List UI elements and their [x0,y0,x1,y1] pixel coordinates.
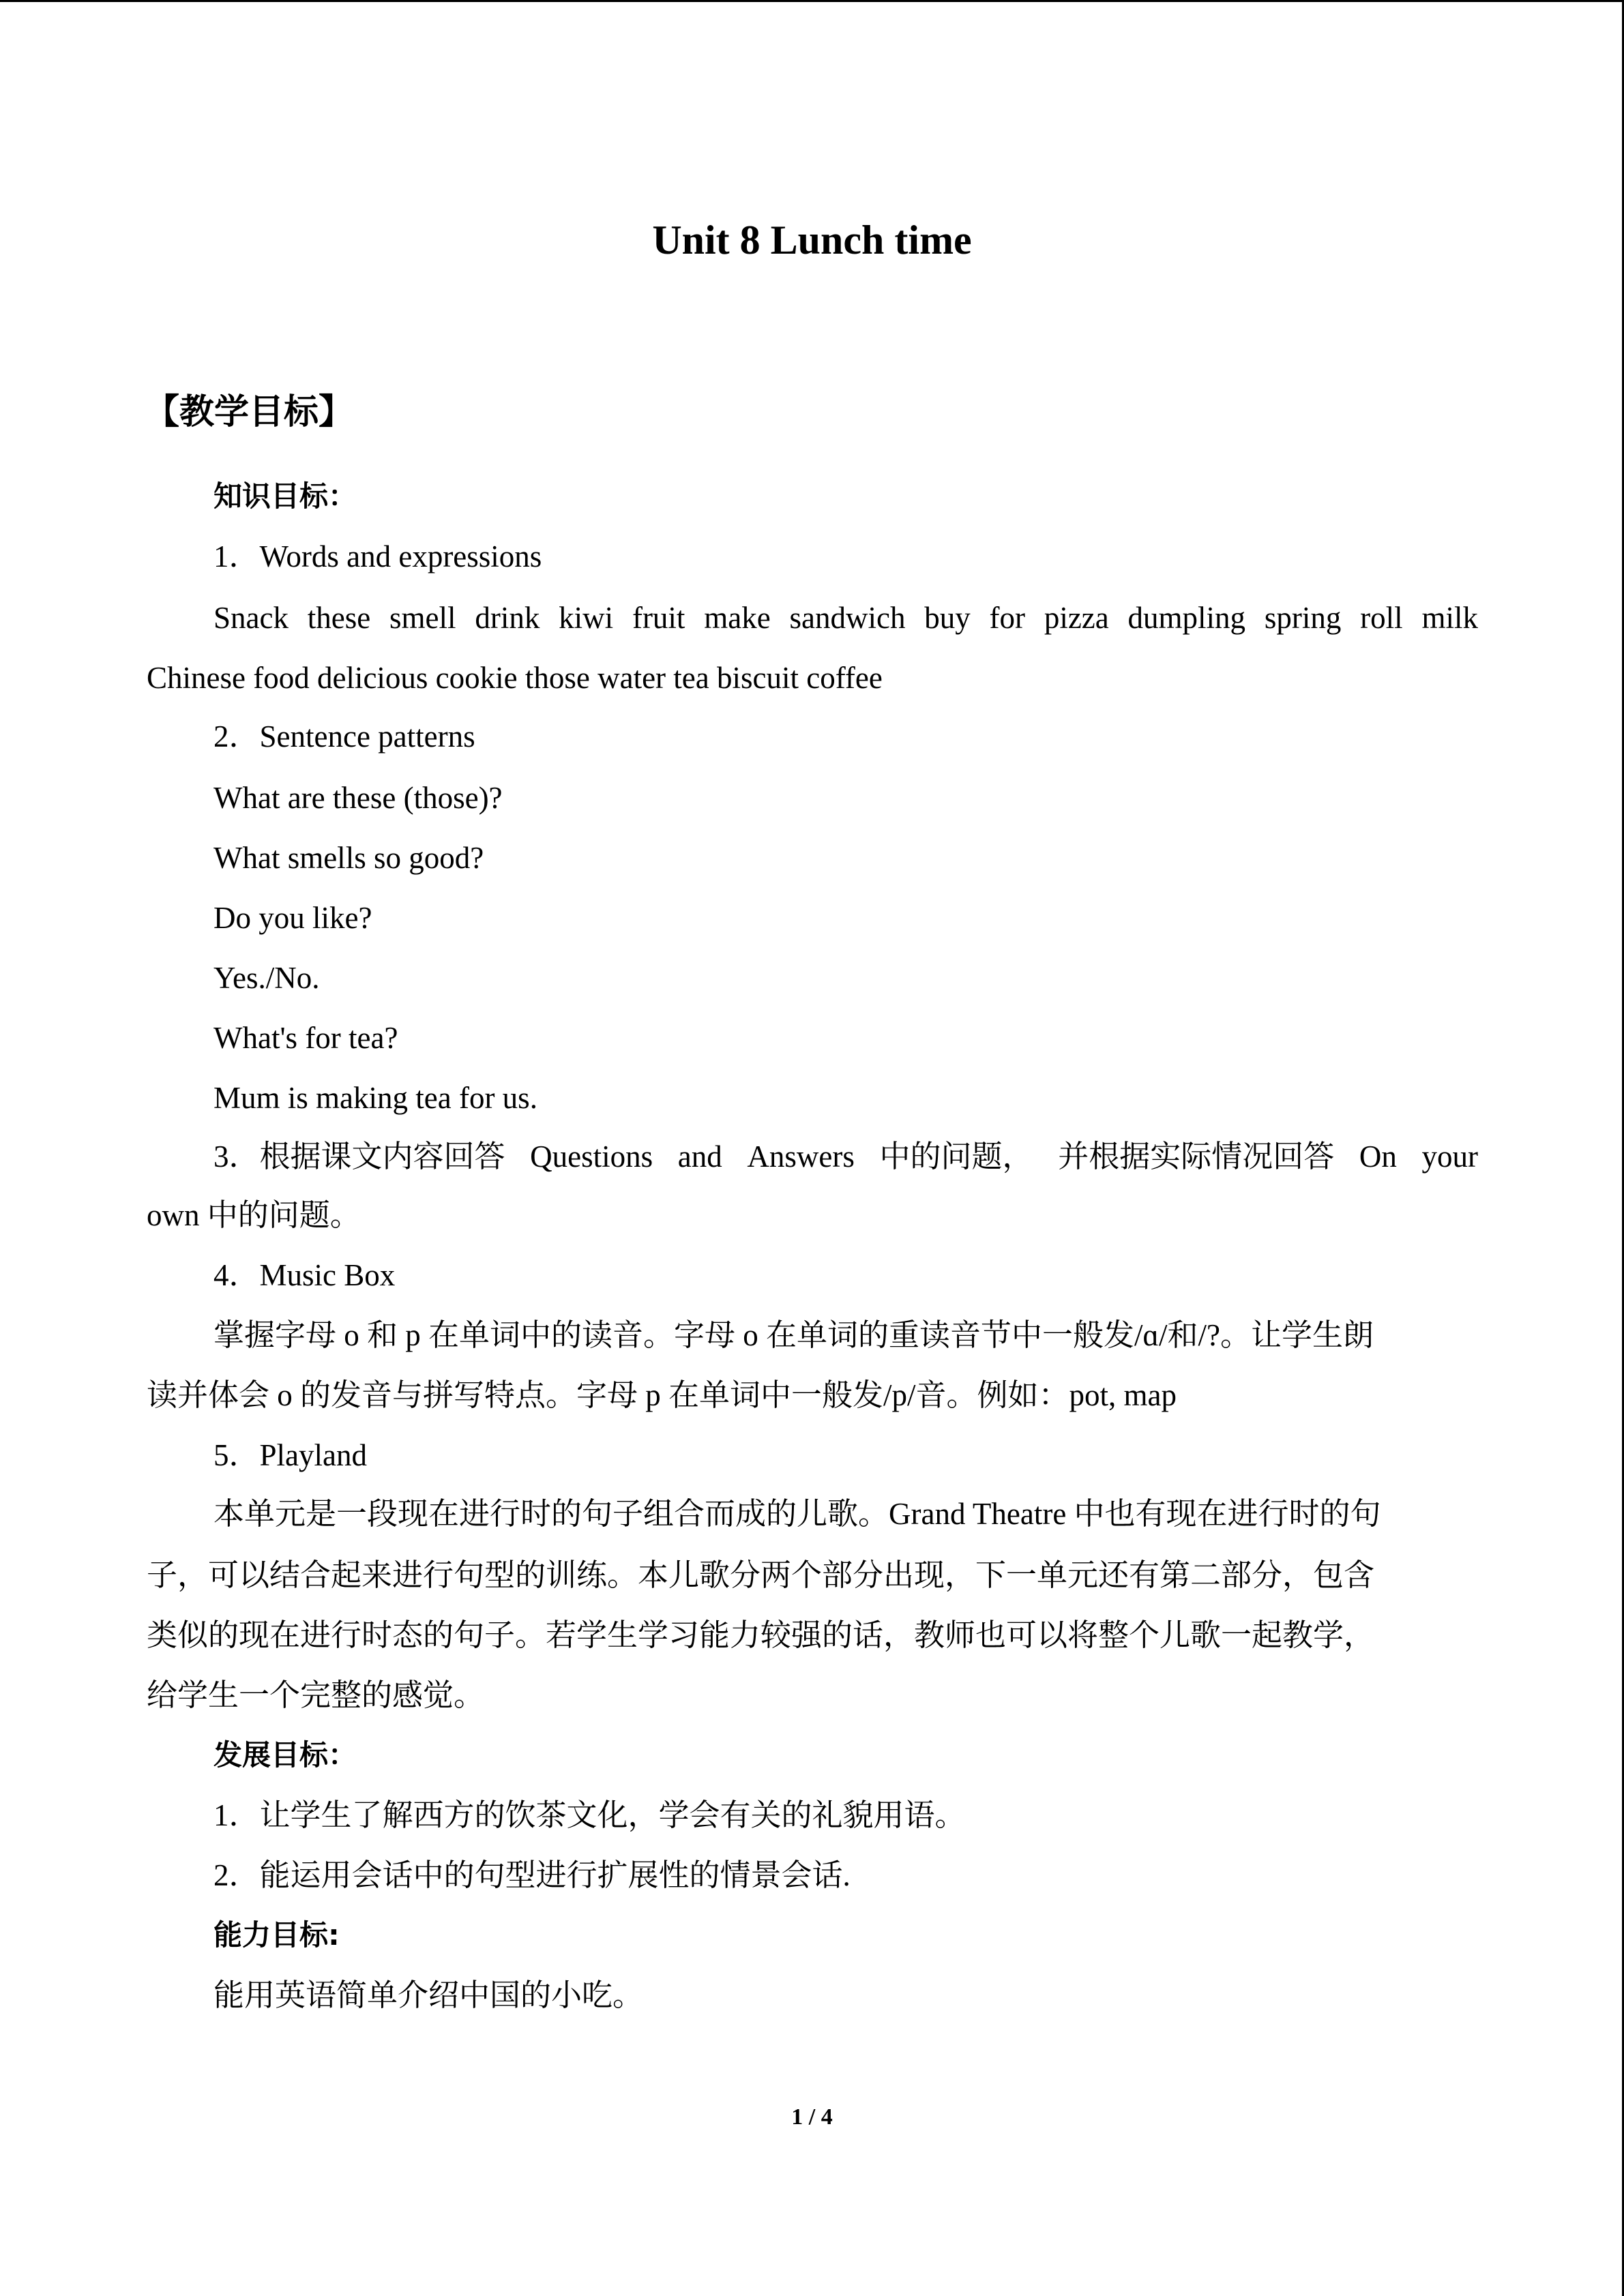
item3-text: your [1421,1139,1478,1174]
item4-heading: 4．Music Box [213,1258,396,1292]
item3-text: 并根据实际情况回答 [1058,1139,1335,1174]
word: sandwich [789,601,906,635]
sentence-pattern: What smells so good? [213,841,484,875]
word: kiwi [559,601,614,635]
word: for [989,601,1026,635]
item5-line-3: 类似的现在进行时态的句子。若学生学习能力较强的话，教师也可以将整个儿歌一起教学， [147,1618,1375,1652]
section-heading-teaching-goals: 【教学目标】 [145,392,354,432]
item5-line-1: 本单元是一段现在进行时的句子组合而成的儿歌。Grand Theatre 中也有现在进行时的句 [213,1497,1381,1531]
sentence-pattern: What's for tea? [213,1021,398,1055]
word: roll [1360,601,1403,635]
word: dumpling [1127,601,1246,635]
knowledge-goals-label: 知识目标： [213,479,357,513]
sentence-pattern: Mum is making tea for us. [213,1081,537,1115]
item3-line-1 [213,1136,1478,1177]
word: drink [475,601,540,635]
ability-goals-label: 能力目标: [213,1918,340,1952]
item5-line-4: 给学生一个完整的感觉。 [147,1678,485,1712]
sentence-pattern: Do you like? [213,901,372,935]
page-number: 1 / 4 [791,2104,833,2130]
development-item: 1．让学生了解西方的饮茶文化，学会有关的礼貌用语。 [213,1798,966,1832]
development-goals-label: 发展目标： [213,1738,357,1772]
word: fruit [632,601,685,635]
item3-line-2: own 中的问题。 [147,1198,361,1232]
item3-text: 中的问题， [879,1139,1033,1174]
word: Snack [213,601,289,635]
item3-text: Answers [747,1139,855,1174]
word: smell [389,601,456,635]
item2-heading: 2．Sentence patterns [213,719,475,754]
word: spring [1264,601,1342,635]
sentence-pattern: Yes./No. [213,961,320,995]
page-border-top [0,0,1624,2]
word: pizza [1044,601,1109,635]
document-title: Unit 8 Lunch time [652,218,972,263]
item4-line-2: 读并体会 o 的发音与拼写特点。字母 p 在单词中一般发/p/音。例如：pot, map [147,1378,1177,1412]
word: these [307,601,371,635]
item5-line-2: 子，可以结合起来进行句型的训练。本儿歌分两个部分出现，下一单元还有第二部分，包含 [147,1558,1375,1592]
word: milk [1421,601,1478,635]
item3-text: 3．根据课文内容回答 [213,1139,505,1174]
ability-text: 能用英语简单介绍中国的小吃。 [213,1978,644,2012]
words-line-1 [213,597,1478,638]
item1-heading: 1．Words and expressions [213,539,542,573]
item4-line-1: 掌握字母 o 和 p 在单词中的读音。字母 o 在单词的重读音节中一般发/ɑ/和/?。让学生朗 [213,1318,1374,1352]
words-line-2: Chinese food delicious cookie those water tea biscuit coffee [147,661,883,695]
sentence-pattern: What are these (those)? [213,781,503,815]
development-item: 2．能运用会话中的句型进行扩展性的情景会话. [213,1858,851,1892]
item3-text: On [1359,1139,1397,1174]
item3-text: Questions [530,1139,653,1174]
item5-heading: 5．Playland [213,1438,367,1472]
item3-text: and [677,1139,722,1174]
word: buy [924,601,971,635]
word: make [704,601,771,635]
